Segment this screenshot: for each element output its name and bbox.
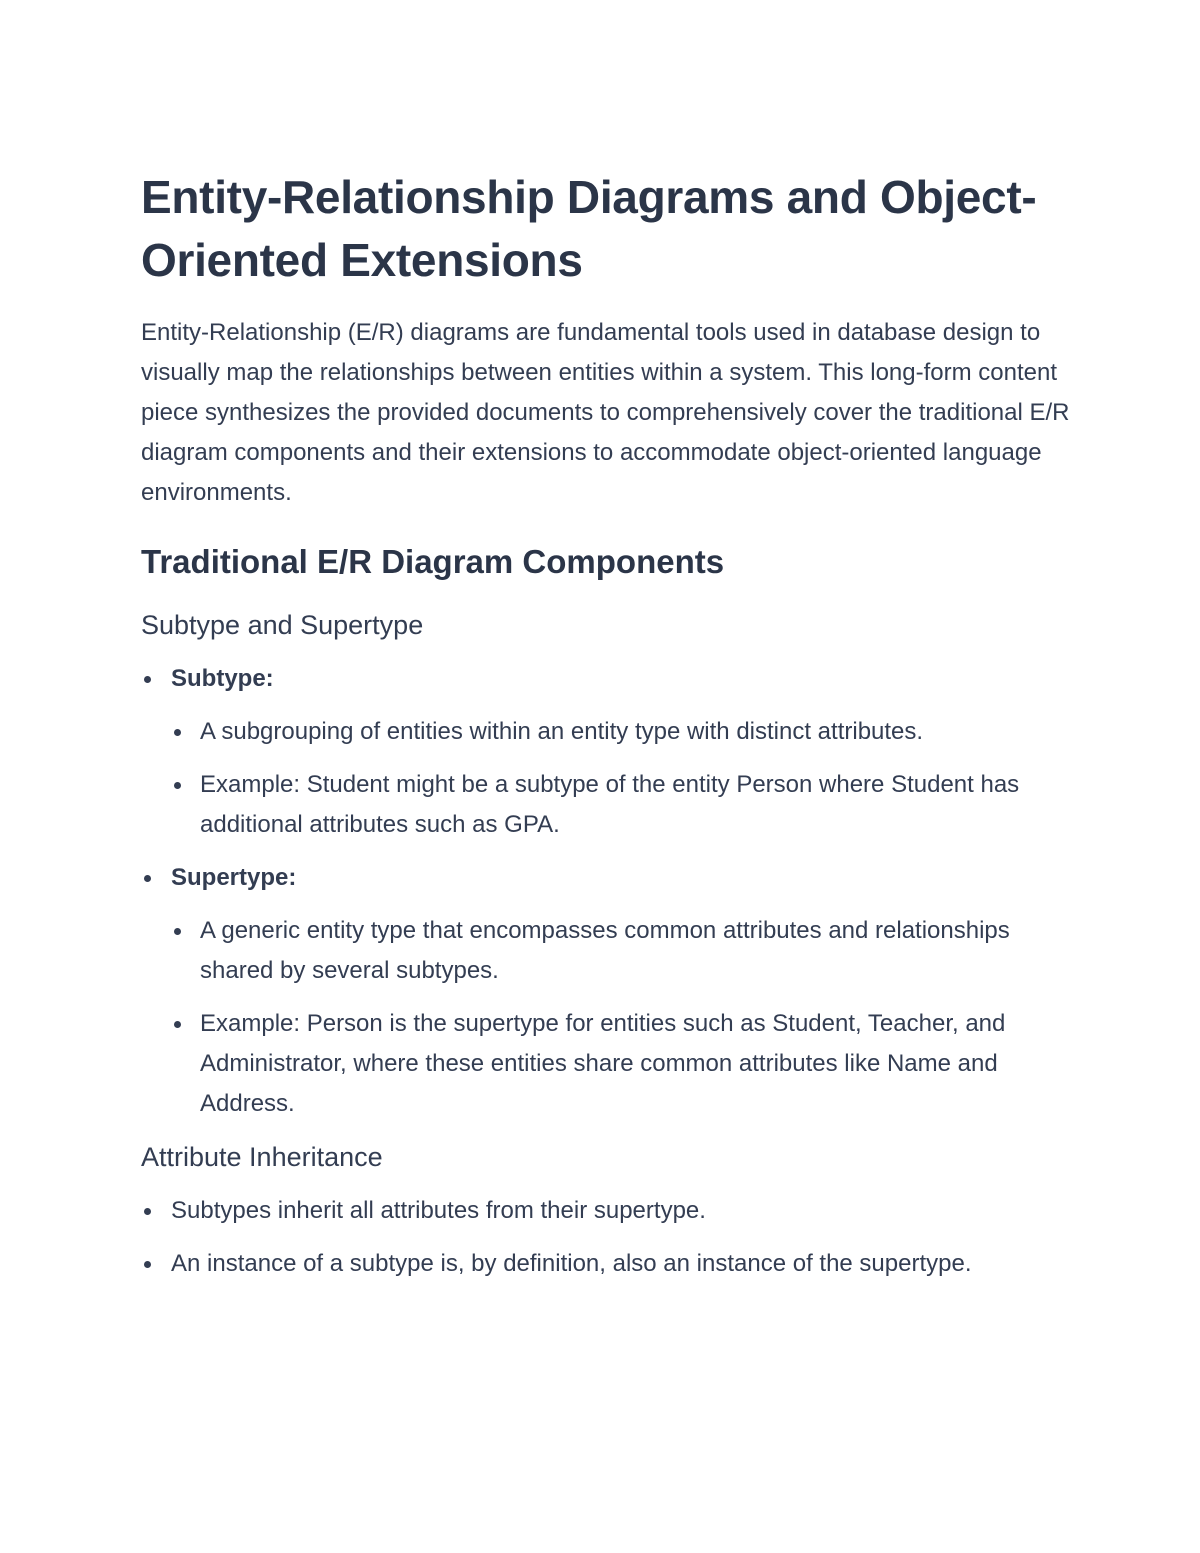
term-subtype: Subtype:: [171, 665, 274, 692]
term-supertype: Supertype:: [171, 864, 297, 891]
page-title: Entity-Relationship Diagrams and Object-Oriented Extensions: [141, 171, 1037, 286]
list-item: Example: Person is the supertype for entities such as Student, Teacher, and Administrator, where these entities share common attributes like Name and Address.: [171, 1004, 1076, 1124]
supertype-details-list: [171, 911, 1076, 1124]
document-page: [141, 166, 1076, 1297]
attribute-inheritance-list: [141, 1191, 1076, 1284]
subtype-supertype-list: [141, 659, 1076, 1124]
subsection-heading-subtype-supertype: Subtype and Supertype: [141, 610, 424, 640]
list-item-supertype: [141, 858, 1076, 1124]
subtype-details-list: [171, 712, 1076, 845]
list-item: Example: Student might be a subtype of the entity Person where Student has additional attributes such as GPA.: [171, 765, 1076, 845]
subsection-heading-attribute-inheritance: Attribute Inheritance: [141, 1142, 383, 1172]
section-heading-traditional-er: Traditional E/R Diagram Components: [141, 543, 725, 580]
list-item: An instance of a subtype is, by definition, also an instance of the supertype.: [141, 1244, 1076, 1284]
list-item: Subtypes inherit all attributes from their supertype.: [141, 1191, 1076, 1231]
intro-paragraph: Entity-Relationship (E/R) diagrams are fundamental tools used in database design to visually map the relationships between entities within a system. This long-form content piece synthesizes the provided documents to comprehensively cover the traditional E/R diagram components and their extensions to accommodate object-oriented language environments.: [141, 319, 1070, 506]
list-item: A generic entity type that encompasses common attributes and relationships shared by several subtypes.: [171, 911, 1076, 991]
list-item: A subgrouping of entities within an entity type with distinct attributes.: [171, 712, 1076, 752]
list-item-subtype: [141, 659, 1076, 845]
